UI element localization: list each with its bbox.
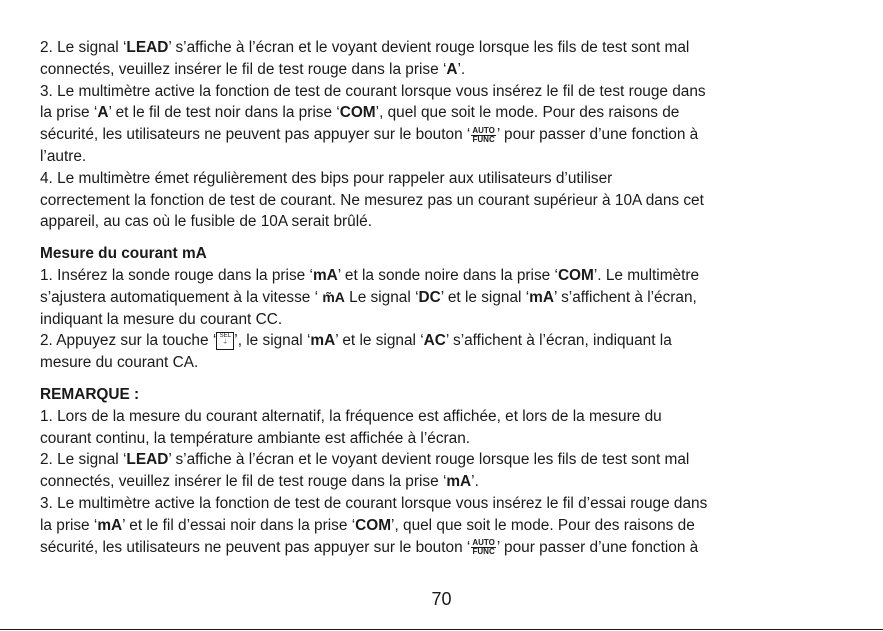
paragraph-line: indiquant la mesure du courant CC. bbox=[40, 310, 283, 328]
page-number: 70 bbox=[431, 589, 452, 609]
footer-rule bbox=[0, 629, 883, 630]
section-heading: Mesure du courant mA bbox=[40, 245, 207, 263]
paragraph-line: mesure du courant CA. bbox=[40, 354, 199, 372]
paragraph-line: 2. Le signal ‘LEAD’ s’affiche à l’écran et le voyant devient rouge lorsque les fils de test sont mal bbox=[40, 39, 690, 56]
paragraph-line: 4. Le multimètre émet régulièrement des bips pour rappeler aux utilisateurs d’utiliser bbox=[40, 169, 613, 187]
paragraph-line: sécurité, les utilisateurs ne peuvent pas appuyer sur le bouton ‘ $\frac{\text{AUTO}}{\text{FUNC}}$ ’ pour passer d’une fonction à bbox=[40, 537, 699, 556]
paragraph-line: appareil, au cas où le fusible de 10A serait brûlé. bbox=[40, 213, 372, 231]
paragraph-line: 2. Le signal ‘LEAD’ s’affiche à l’écran et le voyant devient rouge lorsque les fils de test sont mal bbox=[40, 451, 690, 469]
section-heading: REMARQUE : bbox=[40, 385, 140, 403]
auto-func-key-icon: $\frac{\text{AUTO}}{\text{FUNC}}$ bbox=[472, 125, 495, 144]
paragraph-line: l’autre. bbox=[40, 147, 87, 165]
paragraph-line: la prise ‘mA’ et le fil d’essai noir dans la prise ‘COM’, quel que soit le mode. Pour des raisons de bbox=[40, 516, 695, 534]
paragraph-line: la prise ‘A’ et le fil de test noir dans la prise ‘COM’, quel que soit le mode. Pour des raisons de bbox=[40, 104, 680, 122]
paragraph-line: 3. Le multimètre active la fonction de test de courant lorsque vous insérez le fil de test rouge dans bbox=[40, 82, 706, 100]
auto-func-key-icon: $\frac{\text{AUTO}}{\text{FUNC}}$ bbox=[472, 537, 495, 556]
paragraph-line: correctement la fonction de test de courant. Ne mesurez pas un courant supérieur à 10A dans cet bbox=[40, 191, 704, 209]
paragraph-line: connectés, veuillez insérer le fil de test rouge dans la prise ‘A’. bbox=[40, 60, 466, 78]
paragraph-line: 2. Appuyez sur la touche ‘ SEL ⏚ ’, le signal ‘mA’ et le signal ‘AC’ s’affichent à l’écran, indiquant la bbox=[40, 332, 672, 350]
paragraph-line: 3. Le multimètre active la fonction de test de courant lorsque vous insérez le fil d’essai rouge dans bbox=[40, 494, 708, 512]
paragraph-line: 1. Lors de la mesure du courant alternatif, la fréquence est affichée, et lors de la mesure du bbox=[40, 407, 662, 425]
document-body bbox=[40, 37, 840, 558]
paragraph-line: 1. Insérez la sonde rouge dans la prise ‘mA’ et la sonde noire dans la prise ‘COM’. Le multimètre bbox=[40, 266, 700, 284]
paragraph-line: courant continu, la température ambiante est affichée à l’écran. bbox=[40, 429, 471, 447]
paragraph-line: connectés, veuillez insérer le fil de test rouge dans la prise ‘mA’. bbox=[40, 473, 479, 491]
sel-key-icon: SEL ⏚ bbox=[216, 332, 234, 350]
paragraph-line: sécurité, les utilisateurs ne peuvent pas appuyer sur le bouton ‘ $\frac{\text{AUTO}}{\text{FUNC}}$ ’ pour passer d’une fonction à bbox=[40, 125, 699, 144]
paragraph-line: s’ajustera automatiquement à la vitesse ‘ m͂A Le signal ‘DC’ et le signal ‘mA’ s’affichent à l’écran, bbox=[40, 288, 697, 306]
ma-mode-icon: m͂A bbox=[322, 288, 345, 305]
